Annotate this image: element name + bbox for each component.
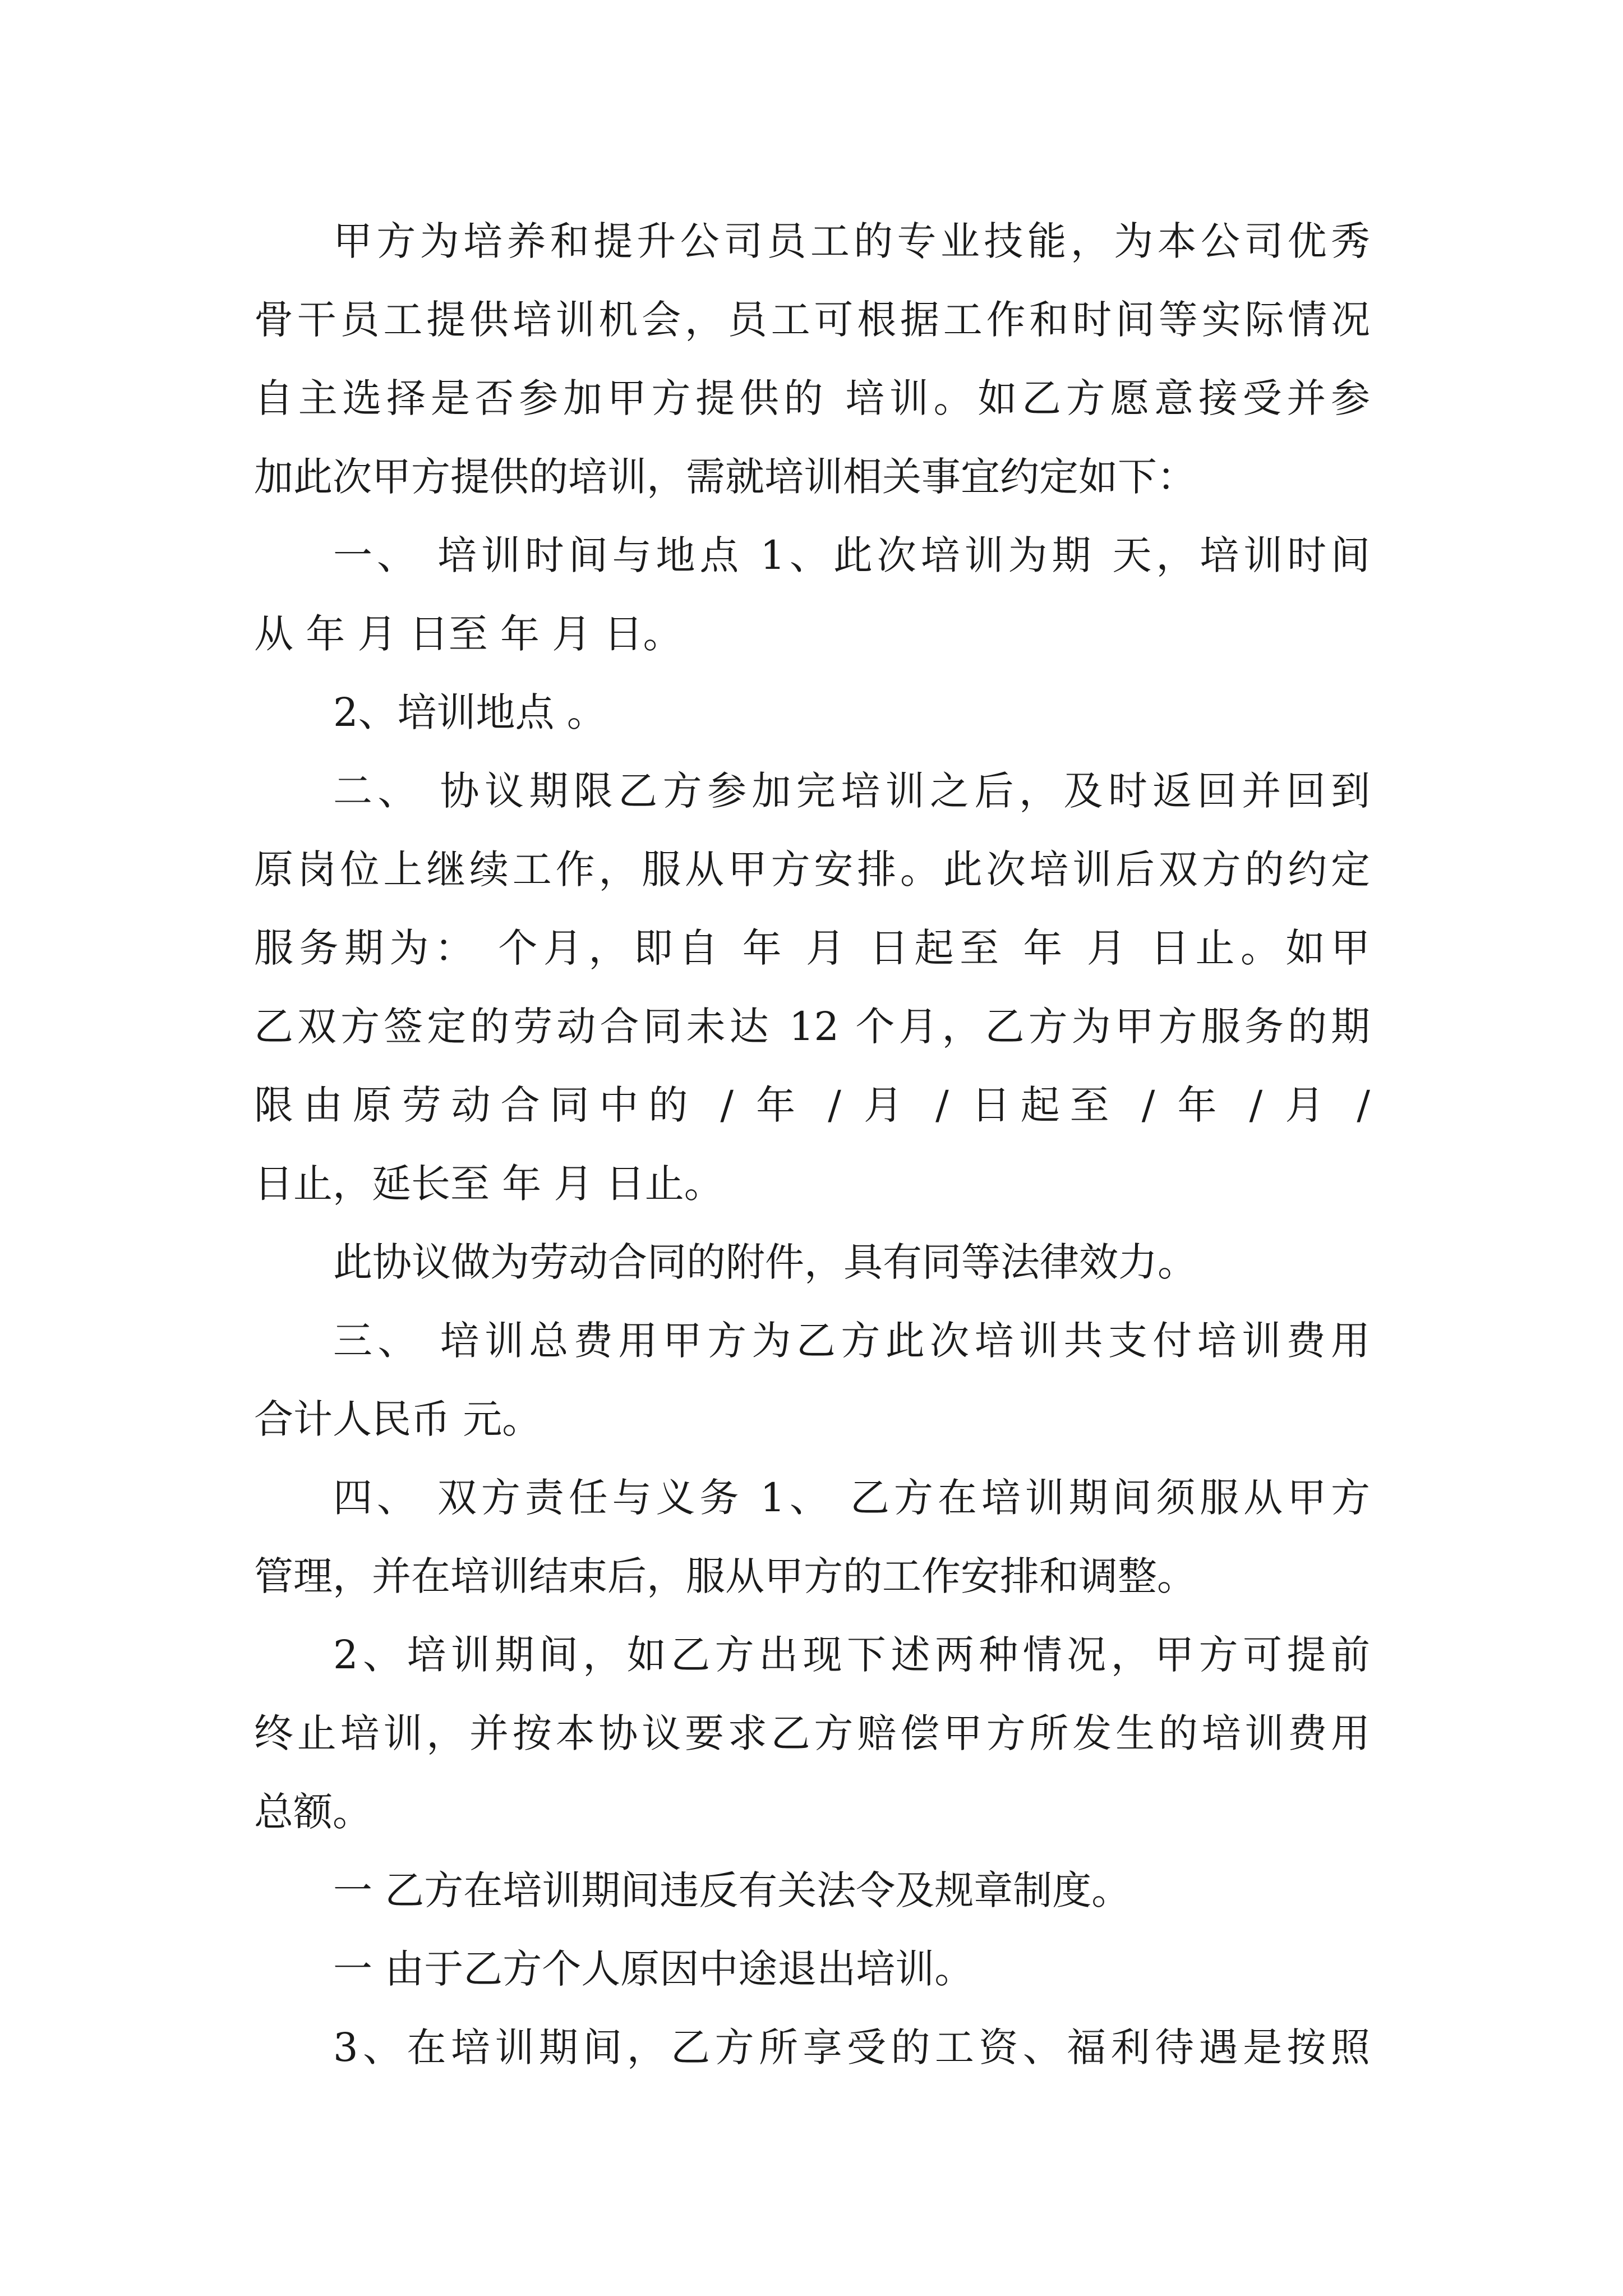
paragraph-line: 限由原劳动合同中的 / 年 / 月 / 日起至 / 年 / 月 /: [254, 1082, 1370, 1128]
paragraph-line: 原岗位上继续工作，服从甲方安排。此次培训后双方的约定: [254, 846, 1370, 892]
paragraph-line: 乙双方签定的劳动合同未达 12 个月，乙方为甲方服务的期: [254, 1004, 1370, 1050]
paragraph-line: 3、在培训期间，乙方所享受的工资、福利待遇是按照: [333, 2024, 1370, 2070]
paragraph-line: 总额。: [254, 1789, 372, 1835]
list-item-line: 一 乙方在培训期间违反有关法令及规章制度。: [333, 1867, 1131, 1913]
paragraph-line: 日止，延长至 年 月 日止。: [254, 1161, 723, 1207]
paragraph-line: 从 年 月 日至 年 月 日。: [254, 611, 683, 657]
section-heading-line: 四、 双方责任与义务 1、 乙方在培训期间须服从甲方: [333, 1475, 1370, 1521]
paragraph-line: 服务期为： 个月，即自 年 月 日起至 年 月 日止。如甲: [254, 925, 1370, 971]
paragraph-line: 骨干员工提供培训机会，员工可根据工作和时间等实际情况: [254, 297, 1370, 343]
paragraph-line: 此协议做为劳动合同的附件，具有同等法律效力。: [333, 1239, 1197, 1285]
paragraph-line: 2、培训地点 。: [333, 689, 606, 735]
paragraph-line: 加此次甲方提供的培训，需就培训相关事宜约定如下：: [254, 454, 1196, 500]
paragraph-line: 终止培训，并按本协议要求乙方赔偿甲方所发生的培训费用: [254, 1710, 1370, 1756]
paragraph-line: 管理，并在培训结束后，服从甲方的工作安排和调整。: [254, 1553, 1196, 1599]
paragraph-line: 甲方为培养和提升公司员工的专业技能，为本公司优秀: [333, 218, 1370, 264]
paragraph-line: 2、培训期间，如乙方出现下述两种情况，甲方可提前: [333, 1632, 1370, 1678]
section-heading-line: 三、 培训总费用甲方为乙方此次培训共支付培训费用: [333, 1318, 1370, 1364]
paragraph-line: 合计人民币 元。: [254, 1396, 542, 1442]
section-heading-line: 二、 协议期限乙方参加完培训之后，及时返回并回到: [333, 768, 1370, 814]
section-heading-line: 一、 培训时间与地点 1、此次培训为期 天，培训时间: [333, 532, 1370, 578]
paragraph-line: 自主选择是否参加甲方提供的 培训。如乙方愿意接受并参: [254, 375, 1370, 421]
list-item-line: 一 由于乙方个人原因中途退出培训。: [333, 1946, 974, 1992]
